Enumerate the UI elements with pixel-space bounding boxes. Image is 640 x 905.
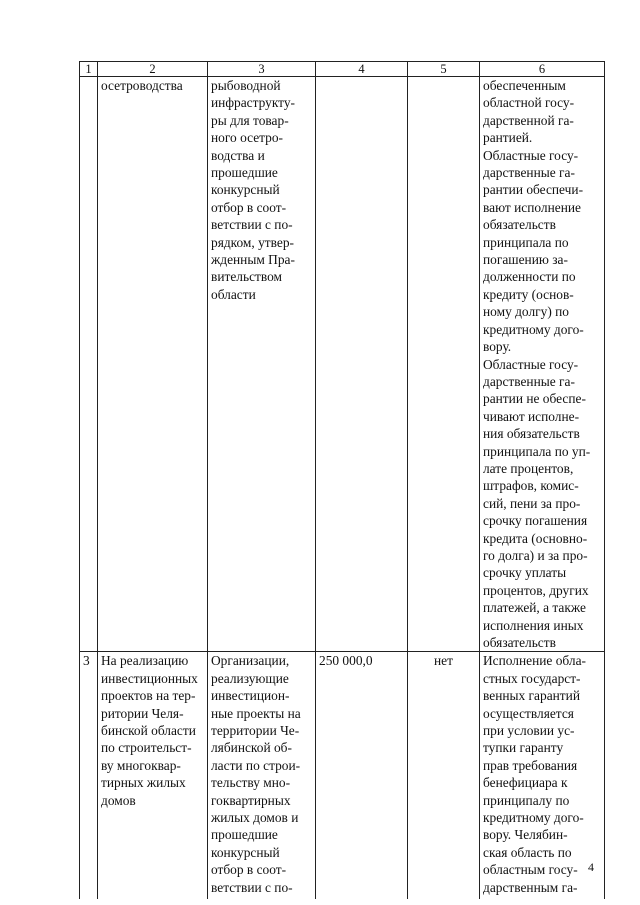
table-row — [80, 652, 605, 900]
table-header-row — [80, 62, 605, 77]
table-row — [80, 77, 605, 652]
conditions-cell — [480, 652, 605, 900]
conditions-text: Исполнение обла- стных государст- венных гарантий осуществляется при условии ус- тупки гаранту прав требования бенефициара к принципалу по кредитному дого- вору. Челябин- ская область по областным госу- дарственным га- — [483, 653, 586, 895]
header-col-1: 1 — [80, 62, 98, 77]
header-col-4: 4 — [316, 62, 408, 77]
principal-text: рыбоводной инфраструкту- ры для товар- ного осетро- водства и прошедшие конкурсный отбор в соот- ветствии с по- рядком, утвер- жденным Пра- вительством области — [211, 78, 295, 302]
principal-text: Организации, реализующие инвестицион- ные проекты на территории Че- лябинской об- ласти по строи- тельству мно- гоквартирных жилых домов и прошедшие конкурсный отбор в соот- ветствии с по- — [211, 653, 301, 895]
purpose-cell — [98, 652, 208, 900]
amount-text: 250 000,0 — [319, 653, 373, 669]
header-col-3: 3 — [208, 62, 316, 77]
header-col-5: 5 — [408, 62, 480, 77]
header-col-6: 6 — [480, 62, 605, 77]
amount-cell — [316, 77, 408, 652]
purpose-text: осетроводства — [101, 78, 183, 93]
purpose-text: На реализацию инвестиционных проектов на тер- ритории Челя- бинской области по строительст- ву многоквар- тирных жилых домов — [101, 653, 198, 808]
principal-cell — [208, 652, 316, 900]
row-number: 3 — [83, 653, 90, 669]
page-number: 4 — [588, 860, 594, 874]
recourse-cell — [408, 77, 480, 652]
header-col-2: 2 — [98, 62, 208, 77]
guarantee-table — [79, 61, 605, 899]
conditions-cell — [480, 77, 605, 652]
principal-cell — [208, 77, 316, 652]
conditions-text: обеспеченным областной госу- дарственной га- рантией. Областные госу- дарственные га- рантии обеспечи- вают исполнение обязательств принципала по погашению за- долженности по кредиту (основ- ному долгу) по кредитному дого- вору. Областные госу- дарственные га- рантии не обеспе- чивают исполне- ния обязательств принципала по уп- лате процентов, штрафов, комис- сий, пени за про- срочку погашения кредита (основно- го долга) и за про- срочку уплаты процентов, других платежей, а также исполнения иных обязательств — [483, 78, 591, 650]
recourse-cell — [408, 652, 480, 900]
recourse-text: нет — [434, 653, 453, 669]
row-number-cell — [80, 77, 98, 652]
purpose-cell — [98, 77, 208, 652]
amount-cell — [316, 652, 408, 900]
row-number-cell — [80, 652, 98, 900]
